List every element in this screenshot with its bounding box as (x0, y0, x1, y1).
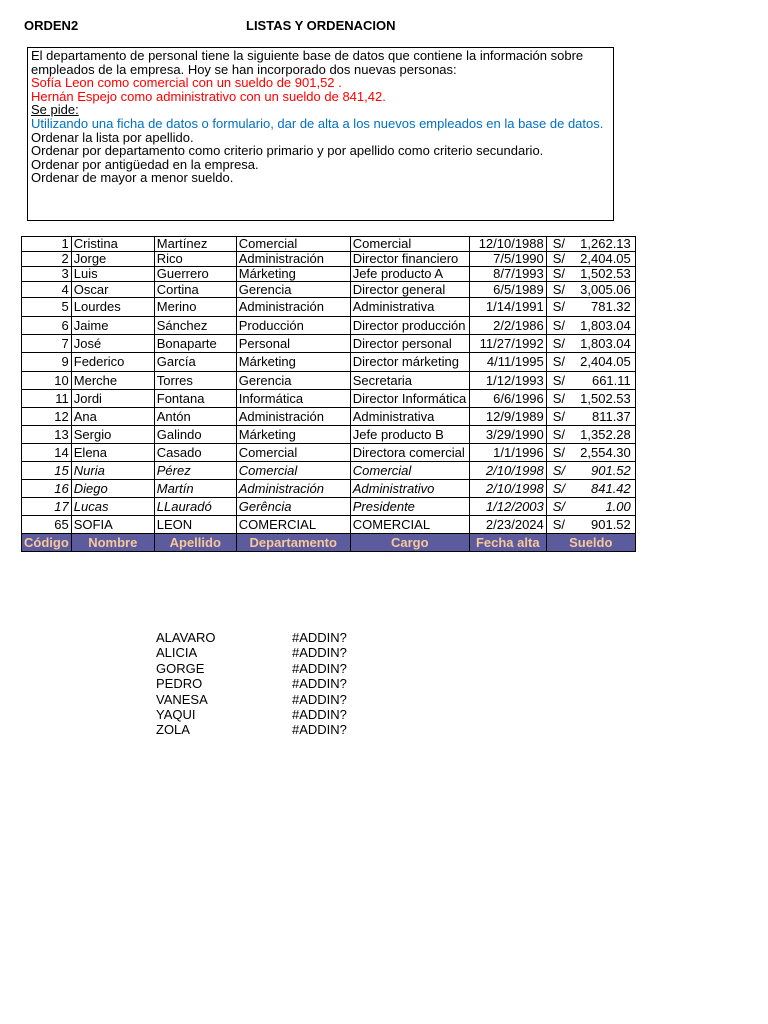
salary-amount: 811.37 (591, 408, 631, 424)
cell-fecha-alta[interactable]: 1/14/1991 (469, 298, 546, 317)
salary-amount: 901.52 (591, 516, 631, 532)
table-row (22, 282, 636, 298)
salary-amount: 1,352.28 (580, 426, 631, 442)
list-item (156, 722, 347, 737)
cell-fecha-alta[interactable]: 1/12/1993 (469, 372, 546, 390)
cell-codigo[interactable]: 15 (22, 462, 72, 480)
cell-nombre[interactable]: Oscar (71, 282, 154, 298)
cell-nombre[interactable]: Lourdes (71, 298, 154, 317)
table-row (22, 462, 636, 480)
cell-sueldo[interactable] (546, 444, 635, 462)
cell-apellido[interactable]: Fontana (154, 390, 236, 408)
cell-fecha-alta[interactable]: 12/9/1989 (469, 408, 546, 426)
cell-sueldo[interactable] (546, 282, 635, 298)
task-1: Utilizando una ficha de datos o formulario, dar de alta a los nuevos empleados en la base de datos. (31, 115, 604, 131)
cell-cargo[interactable]: Director personal (350, 335, 469, 353)
column-header-fecha-alta[interactable]: Fecha alta (469, 534, 546, 552)
sheet-name: ORDEN2 (24, 18, 79, 33)
salary-amount: 2,404.05 (580, 251, 631, 266)
cell-fecha-alta[interactable]: 2/10/1998 (469, 480, 546, 498)
currency-symbol: S/ (552, 426, 566, 442)
employee-table (21, 236, 636, 552)
cell-fecha-alta[interactable]: 3/29/1990 (469, 426, 546, 444)
currency-symbol: S/ (552, 444, 566, 460)
currency-symbol: S/ (552, 281, 566, 297)
cell-cargo[interactable]: COMERCIAL (350, 516, 469, 534)
cell-codigo[interactable]: 6 (22, 317, 72, 335)
cell-cargo[interactable]: Administrativa (350, 298, 469, 317)
cell-departamento[interactable]: Comercial (236, 462, 350, 480)
currency-symbol: S/ (552, 236, 566, 251)
currency-symbol: S/ (552, 354, 566, 369)
salary-amount: 1,262.13 (580, 236, 631, 251)
cell-sueldo[interactable] (546, 480, 635, 498)
cell-nombre[interactable]: Cristina (71, 237, 154, 252)
cell-sueldo[interactable] (546, 426, 635, 444)
cell-codigo[interactable]: 65 (22, 516, 72, 534)
cell-apellido[interactable]: Martínez (154, 237, 236, 252)
cell-apellido[interactable]: Casado (154, 444, 236, 462)
list-item-value[interactable]: #ADDIN? (292, 645, 347, 661)
cell-codigo[interactable]: 3 (22, 267, 72, 282)
table-header-row (22, 534, 636, 552)
cell-cargo[interactable]: Director márketing (350, 353, 469, 372)
salary-amount: 1,803.04 (580, 317, 631, 333)
cell-apellido[interactable]: Rico (154, 252, 236, 267)
cell-codigo[interactable]: 12 (22, 408, 72, 426)
cell-apellido[interactable]: Galindo (154, 426, 236, 444)
cell-codigo[interactable]: 5 (22, 298, 72, 317)
cell-nombre[interactable]: Luis (71, 267, 154, 282)
instructions-box[interactable] (27, 47, 614, 221)
list-item-name[interactable]: PEDRO (156, 676, 203, 692)
cell-cargo[interactable]: Secretaria (350, 372, 469, 390)
cell-apellido[interactable]: Sánchez (154, 317, 236, 335)
cell-sueldo[interactable] (546, 317, 635, 335)
cell-cargo[interactable]: Comercial (350, 462, 469, 480)
table-row (22, 267, 636, 282)
table-row (22, 516, 636, 534)
cell-sueldo[interactable] (546, 267, 635, 282)
cell-nombre[interactable]: SOFIA (71, 516, 154, 534)
cell-sueldo[interactable] (546, 298, 635, 317)
currency-symbol: S/ (552, 317, 566, 333)
list-item-value[interactable]: #ADDIN? (292, 660, 347, 676)
cell-sueldo[interactable] (546, 372, 635, 390)
column-header-codigo[interactable]: Código (22, 534, 72, 552)
cell-nombre[interactable]: Nuria (71, 462, 154, 480)
cell-departamento[interactable]: COMERCIAL (236, 516, 350, 534)
cell-fecha-alta[interactable]: 2/2/1986 (469, 317, 546, 335)
currency-symbol: S/ (552, 498, 566, 514)
cell-codigo[interactable]: 7 (22, 335, 72, 353)
se-pide-label: Se pide: (31, 102, 79, 118)
cell-cargo[interactable]: Director general (350, 282, 469, 298)
cell-departamento[interactable]: Márketing (236, 426, 350, 444)
cell-nombre[interactable]: José (71, 335, 154, 353)
list-item-value[interactable]: #ADDIN? (292, 630, 347, 645)
table-row (22, 335, 636, 353)
list-item-value[interactable]: #ADDIN? (292, 706, 347, 722)
cell-sueldo[interactable] (546, 408, 635, 426)
task-4: Ordenar por antigüedad en la empresa. (31, 156, 259, 172)
cell-sueldo[interactable] (546, 335, 635, 353)
table-row (22, 237, 636, 252)
currency-symbol: S/ (552, 335, 566, 351)
cell-cargo[interactable]: Comercial (350, 237, 469, 252)
cell-fecha-alta[interactable]: 8/7/1993 (469, 267, 546, 282)
cell-sueldo[interactable] (546, 252, 635, 267)
cell-apellido[interactable]: Merino (154, 298, 236, 317)
column-header-apellido[interactable]: Apellido (154, 534, 236, 552)
list-item-name[interactable]: ALAVARO (156, 630, 216, 645)
cell-departamento[interactable]: Administración (236, 298, 350, 317)
salary-amount: 1,502.53 (580, 390, 631, 406)
table-row (22, 252, 636, 267)
cell-fecha-alta[interactable]: 12/10/1988 (469, 237, 546, 252)
list-item (156, 630, 347, 645)
currency-symbol: S/ (552, 299, 566, 314)
cell-apellido[interactable]: Pérez (154, 462, 236, 480)
table-row (22, 372, 636, 390)
cell-nombre[interactable]: Jaime (71, 317, 154, 335)
cell-cargo[interactable]: Director producción (350, 317, 469, 335)
currency-symbol: S/ (552, 251, 566, 266)
cell-codigo[interactable]: 11 (22, 390, 72, 408)
cell-sueldo[interactable] (546, 353, 635, 372)
cell-apellido[interactable]: Guerrero (154, 267, 236, 282)
list-item (156, 645, 347, 660)
cell-departamento[interactable]: Márketing (236, 267, 350, 282)
currency-symbol: S/ (552, 408, 566, 424)
currency-symbol: S/ (552, 462, 566, 478)
cell-nombre[interactable]: Ana (71, 408, 154, 426)
column-header-cargo[interactable]: Cargo (350, 534, 469, 552)
addin-list (156, 630, 347, 738)
intro-line-1: El departamento de personal tiene la siguiente base de datos que contiene la información sobre (31, 48, 584, 63)
cell-nombre[interactable]: Lucas (71, 498, 154, 516)
cell-departamento[interactable]: Gerência (236, 498, 350, 516)
cell-apellido[interactable]: LLauradó (154, 498, 236, 516)
table-row (22, 317, 636, 335)
table-row (22, 480, 636, 498)
list-item (156, 707, 347, 722)
cell-codigo[interactable]: 13 (22, 426, 72, 444)
cell-departamento[interactable]: Producción (236, 317, 350, 335)
cell-fecha-alta[interactable]: 1/1/1996 (469, 444, 546, 462)
salary-amount: 781.32 (591, 299, 631, 314)
cell-cargo[interactable]: Jefe producto A (350, 267, 469, 282)
salary-amount: 2,404.05 (580, 354, 631, 369)
list-item-name[interactable]: GORGE (156, 660, 205, 676)
cell-fecha-alta[interactable]: 6/5/1989 (469, 282, 546, 298)
cell-departamento[interactable]: Informática (236, 390, 350, 408)
list-item-value[interactable]: #ADDIN? (292, 691, 347, 707)
cell-apellido[interactable]: Cortina (154, 282, 236, 298)
list-item-name[interactable]: YAQUI (156, 706, 196, 722)
cell-sueldo[interactable] (546, 498, 635, 516)
cell-apellido[interactable]: LEON (154, 516, 236, 534)
cell-cargo[interactable]: Administrativa (350, 408, 469, 426)
salary-amount: 3,005.06 (580, 281, 631, 297)
cell-fecha-alta[interactable]: 2/23/2024 (469, 516, 546, 534)
task-5: Ordenar de mayor a menor sueldo. (31, 170, 234, 186)
task-3: Ordenar por departamento como criterio primario y por apellido como criterio secundario. (31, 143, 544, 159)
cell-nombre[interactable]: Federico (71, 353, 154, 372)
cell-fecha-alta[interactable]: 1/12/2003 (469, 498, 546, 516)
cell-sueldo[interactable] (546, 462, 635, 480)
cell-departamento[interactable]: Gerencia (236, 372, 350, 390)
currency-symbol: S/ (552, 266, 566, 281)
cell-nombre[interactable]: Diego (71, 480, 154, 498)
cell-nombre[interactable]: Jorge (71, 252, 154, 267)
cell-departamento[interactable]: Administración (236, 408, 350, 426)
cell-cargo[interactable]: Jefe producto B (350, 426, 469, 444)
cell-apellido[interactable]: Martín (154, 480, 236, 498)
cell-fecha-alta[interactable]: 6/6/1996 (469, 390, 546, 408)
cell-cargo[interactable]: Presidente (350, 498, 469, 516)
list-item (156, 692, 347, 707)
currency-symbol: S/ (552, 516, 566, 532)
salary-amount: 661.11 (591, 372, 631, 388)
table-row (22, 390, 636, 408)
cell-apellido[interactable]: Torres (154, 372, 236, 390)
cell-apellido[interactable]: Antón (154, 408, 236, 426)
cell-codigo[interactable]: 17 (22, 498, 72, 516)
list-item-name[interactable]: VANESA (156, 691, 208, 707)
list-item-name[interactable]: ALICIA (156, 645, 198, 661)
cell-departamento[interactable]: Administración (236, 480, 350, 498)
new-employee-2: Hernán Espejo como administrativo con un sueldo de 841,42. (31, 88, 386, 104)
list-item (156, 661, 347, 676)
cell-codigo[interactable]: 9 (22, 353, 72, 372)
table-row (22, 498, 636, 516)
sheet-title: LISTAS Y ORDENACION (246, 18, 396, 33)
cell-codigo[interactable]: 14 (22, 444, 72, 462)
cell-codigo[interactable]: 16 (22, 480, 72, 498)
currency-symbol: S/ (552, 390, 566, 406)
salary-amount: 1,803.04 (580, 335, 631, 351)
cell-sueldo[interactable] (546, 390, 635, 408)
cell-cargo[interactable]: Director financiero (350, 252, 469, 267)
cell-codigo[interactable]: 4 (22, 282, 72, 298)
cell-codigo[interactable]: 1 (22, 237, 72, 252)
cell-departamento[interactable]: Gerencia (236, 282, 350, 298)
cell-nombre[interactable]: Merche (71, 372, 154, 390)
cell-apellido[interactable]: Bonaparte (154, 335, 236, 353)
cell-fecha-alta[interactable]: 2/10/1998 (469, 462, 546, 480)
salary-amount: 901.52 (591, 462, 631, 478)
task-2: Ordenar la lista por apellido. (31, 129, 194, 145)
cell-departamento[interactable]: Comercial (236, 444, 350, 462)
table-row (22, 353, 636, 372)
table-row (22, 444, 636, 462)
cell-fecha-alta[interactable]: 11/27/1992 (469, 335, 546, 353)
list-item-value[interactable]: #ADDIN? (292, 722, 347, 738)
salary-amount: 1,502.53 (580, 266, 631, 281)
cell-departamento[interactable]: Márketing (236, 353, 350, 372)
cell-cargo[interactable]: Directora comercial (350, 444, 469, 462)
cell-fecha-alta[interactable]: 4/11/1995 (469, 353, 546, 372)
table-row (22, 298, 636, 317)
intro-line-2: empleados de la empresa. Hoy se han incorporado dos nuevas personas: (31, 61, 457, 77)
new-employee-1: Sofía Leon como comercial con un sueldo de 901,52 . (31, 75, 342, 91)
cell-departamento[interactable]: Comercial (236, 237, 350, 252)
list-item-value[interactable]: #ADDIN? (292, 676, 347, 692)
column-header-departamento[interactable]: Departamento (236, 534, 350, 552)
salary-amount: 2,554.30 (580, 444, 631, 460)
cell-apellido[interactable]: García (154, 353, 236, 372)
currency-symbol: S/ (552, 480, 566, 496)
column-header-sueldo[interactable]: Sueldo (546, 534, 635, 552)
cell-sueldo[interactable] (546, 516, 635, 534)
cell-nombre[interactable]: Jordi (71, 390, 154, 408)
cell-fecha-alta[interactable]: 7/5/1990 (469, 252, 546, 267)
cell-cargo[interactable]: Administrativo (350, 480, 469, 498)
salary-amount: 1.00 (605, 498, 631, 514)
cell-codigo[interactable]: 2 (22, 252, 72, 267)
table-row (22, 408, 636, 426)
cell-sueldo[interactable] (546, 237, 635, 252)
cell-departamento[interactable]: Administración (236, 252, 350, 267)
cell-cargo[interactable]: Director Informática (350, 390, 469, 408)
list-item (156, 676, 347, 691)
column-header-nombre[interactable]: Nombre (71, 534, 154, 552)
cell-nombre[interactable]: Sergio (71, 426, 154, 444)
cell-nombre[interactable]: Elena (71, 444, 154, 462)
table-row (22, 426, 636, 444)
cell-codigo[interactable]: 10 (22, 372, 72, 390)
salary-amount: 841.42 (591, 480, 631, 496)
cell-departamento[interactable]: Personal (236, 335, 350, 353)
list-item-name[interactable]: ZOLA (156, 722, 190, 738)
currency-symbol: S/ (552, 372, 566, 388)
